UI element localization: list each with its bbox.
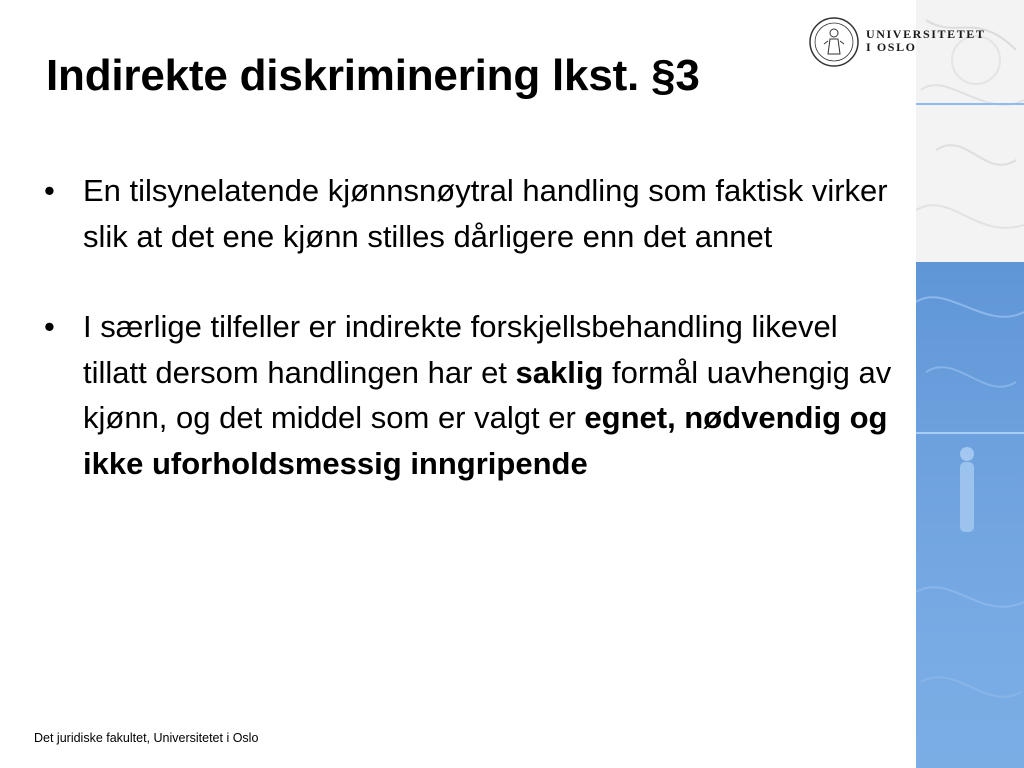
slide-title: Indirekte diskriminering lkst. §3 [46,51,700,100]
bullet-text-segment: I særlige tilfeller er indirekte forskjellsbehandling likevel tillatt dersom handlingen har et [83,309,838,390]
university-logo [808,16,1018,72]
logo-wordmark [866,28,986,54]
bullet-marker: • [44,309,55,344]
bullet-item [44,304,904,486]
logo-line-2: I OSLO [866,40,917,54]
bullet-text-segment: formål uavhengig av kjønn, og det middel som er valgt er [83,354,892,435]
university-seal-icon [808,16,860,68]
figure-decoration [916,262,1024,768]
logo-line-1: UNIVERSITETET [866,27,986,41]
decorative-side-band [916,0,1024,768]
bullet-text [83,309,891,481]
bullet-marker: • [44,173,55,208]
band-divider-line [916,432,1024,434]
bullet-list [44,168,904,531]
footer-text: Det juridiske fakultet, Universitetet i Oslo [34,731,259,745]
emphasis-criteria: egnet, nødvendig og ikke uforholdsmessig inngripende [83,400,888,481]
bullet-item [44,168,904,259]
band-blue-section [916,262,1024,768]
emphasis-saklig: saklig [515,354,604,390]
bullet-text-segment: En tilsynelatende kjønnsnøytral handling som faktisk virker slik at det ene kjønn stilles dårligere enn det annet [83,173,888,254]
band-divider-line [916,103,1024,105]
bullet-text [83,173,888,254]
